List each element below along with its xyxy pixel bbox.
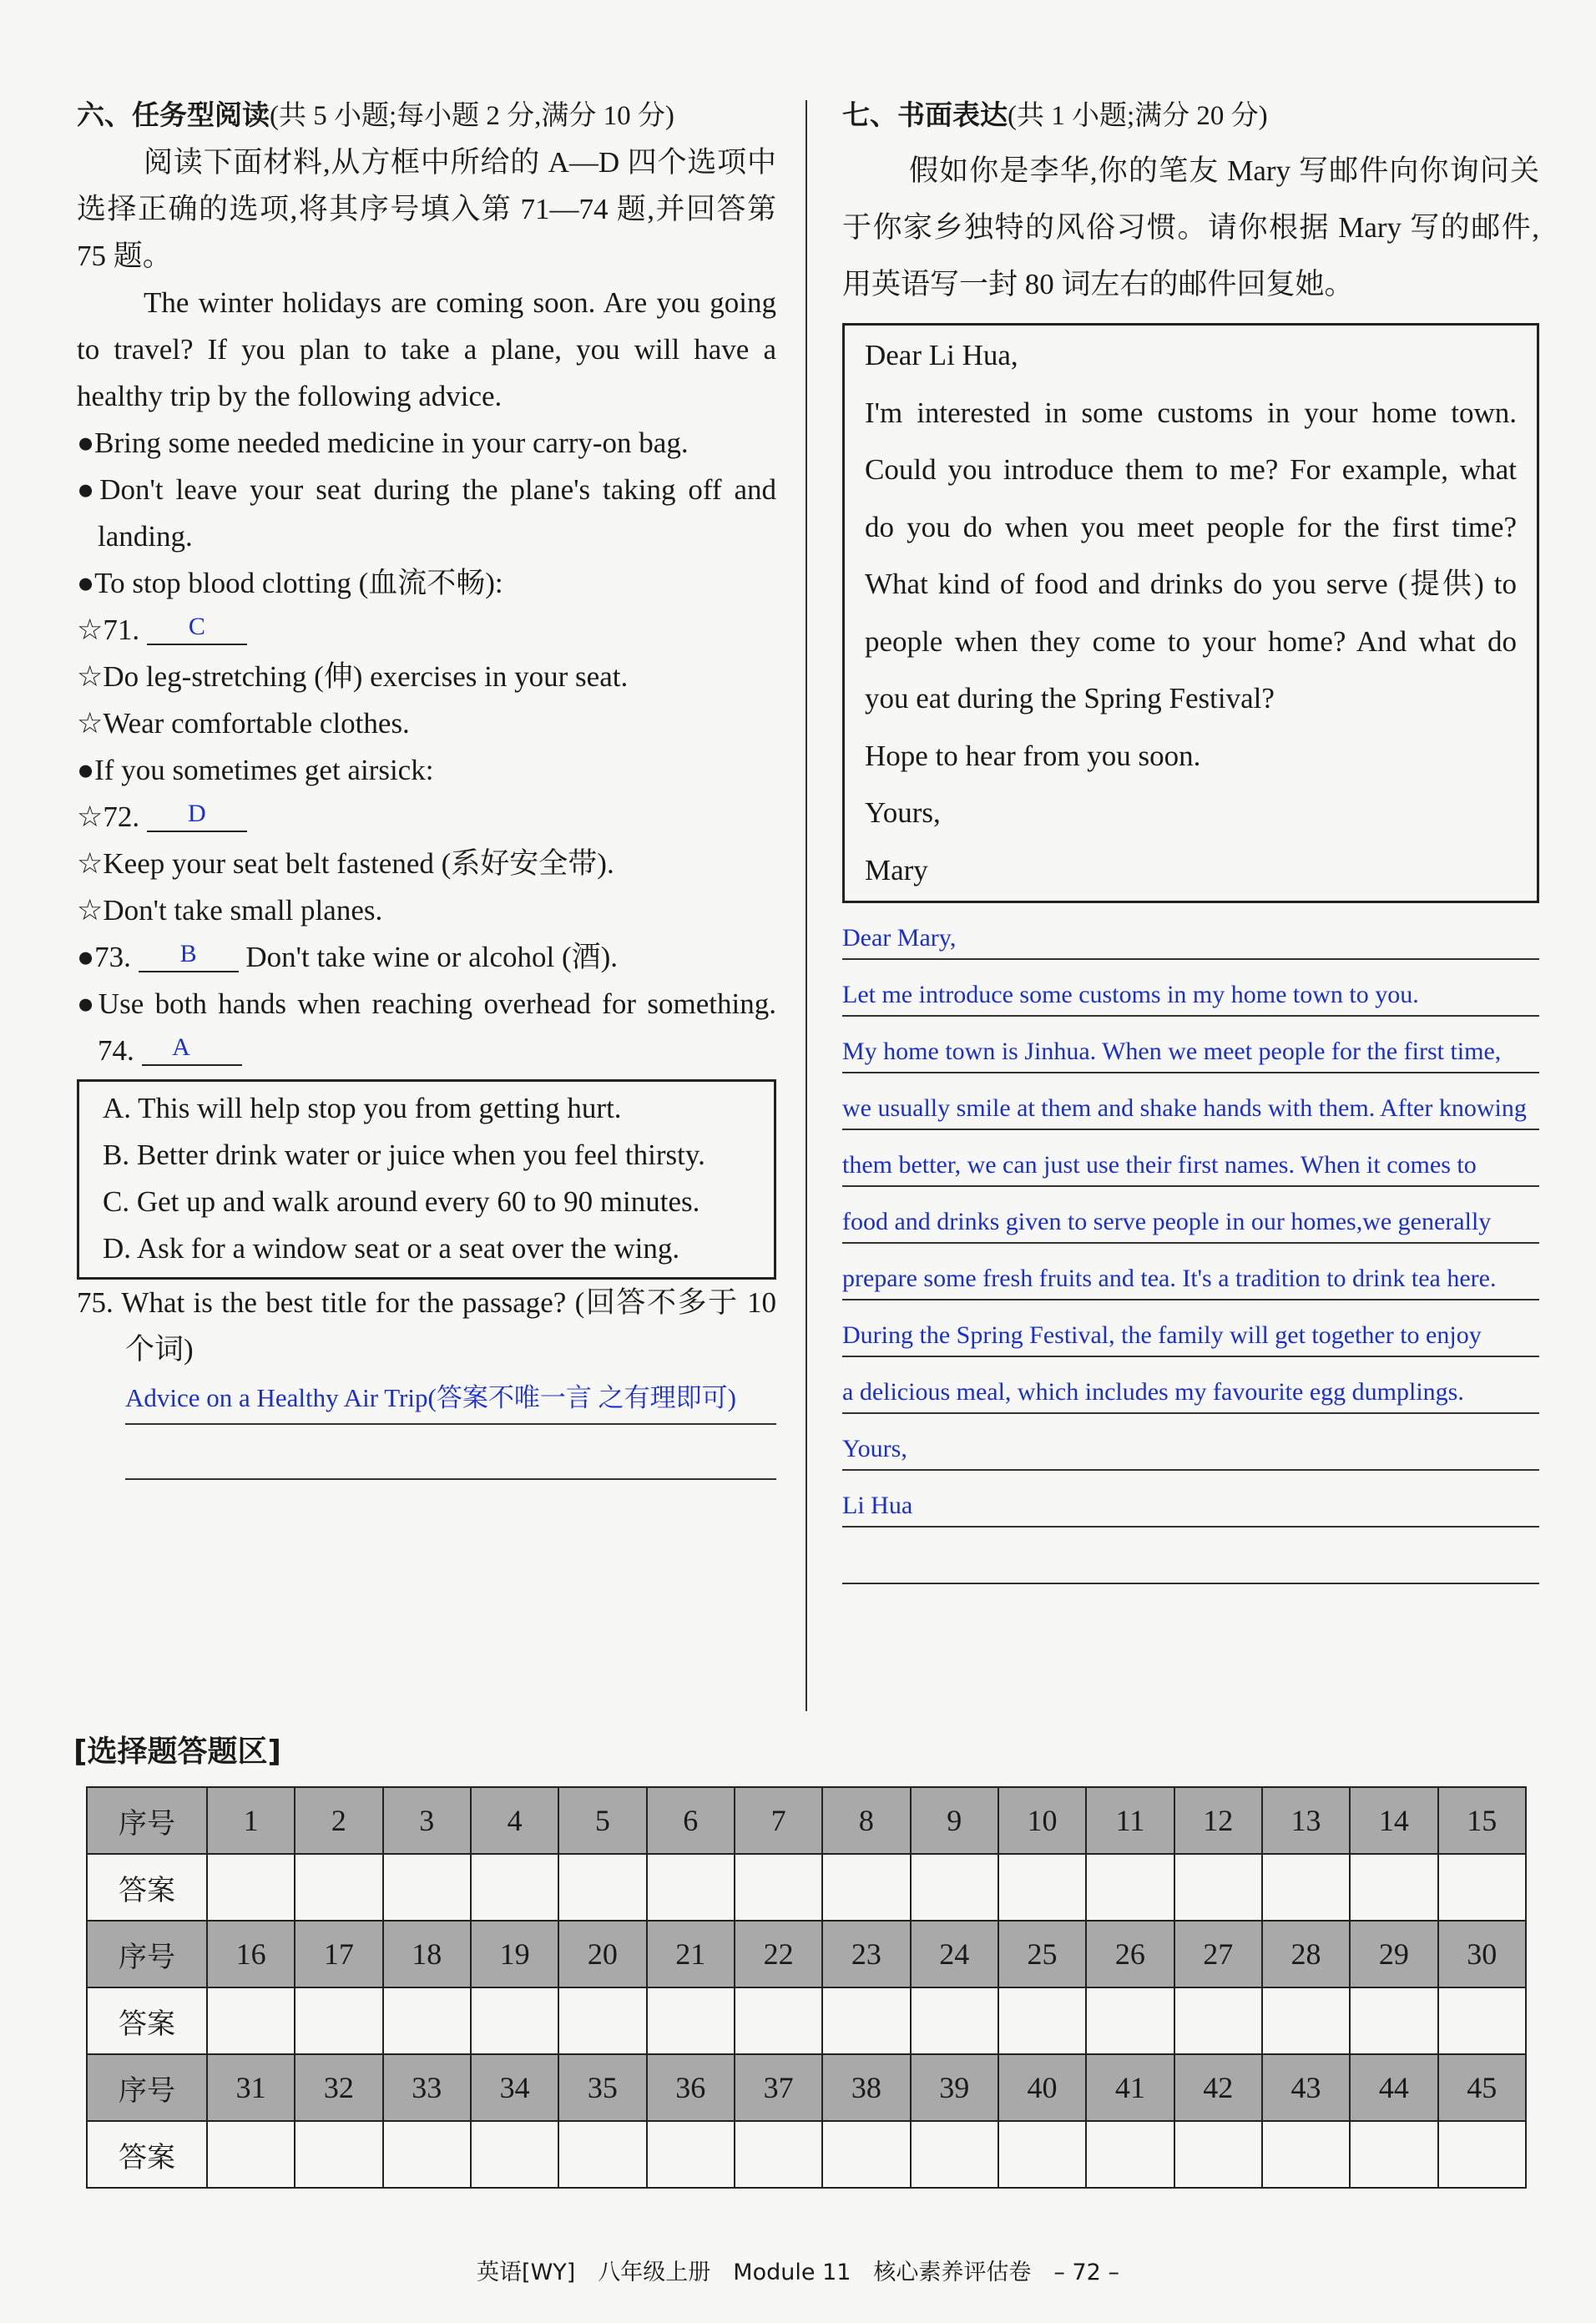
answer-cell[interactable] <box>1438 1987 1526 2054</box>
answer-cell[interactable] <box>647 1854 735 1921</box>
question-number: 27 <box>1174 1921 1262 1987</box>
answer-cell[interactable] <box>1086 2121 1174 2188</box>
answer-sheet <box>73 1728 1498 2174</box>
tip: Don't take wine or alcohol (酒). <box>245 941 619 973</box>
answer-line[interactable]: them better, we can just use their first names. When it comes to <box>842 1130 1539 1187</box>
answer-cell[interactable] <box>1350 2121 1437 2188</box>
answer-cell[interactable] <box>735 2121 822 2188</box>
question-number: 3 <box>383 1787 471 1854</box>
question-number: 16 <box>207 1921 295 1987</box>
answer-75[interactable]: Advice on a Healthy Air Trip(答案不唯一言 之有理即可) <box>125 1373 776 1425</box>
question-number: 26 <box>1086 1921 1174 1987</box>
answer-cell[interactable] <box>471 2121 558 2188</box>
q-label: ☆72. <box>77 800 140 833</box>
question-number: 25 <box>998 1921 1086 1987</box>
num-label: 序号 <box>87 1787 207 1854</box>
answer-cell[interactable] <box>1086 1987 1174 2054</box>
answer-cell[interactable] <box>558 1987 646 2054</box>
answer-line[interactable]: During the Spring Festival, the family will get together to enjoy <box>842 1300 1539 1357</box>
answer-cell[interactable] <box>1262 1854 1350 1921</box>
question-number: 30 <box>1438 1921 1526 1987</box>
question-number: 19 <box>471 1921 558 1987</box>
q-label: ●73. <box>77 941 131 973</box>
answer-cell[interactable] <box>295 1987 382 2054</box>
answer-cell[interactable] <box>1174 2121 1262 2188</box>
letter-closing: Hope to hear from you soon. <box>865 739 1201 772</box>
bullet: ●To stop blood clotting (血流不畅): <box>77 567 503 599</box>
answer-cell[interactable] <box>295 1854 382 1921</box>
question-number: 43 <box>1262 2054 1350 2121</box>
answer-cell[interactable] <box>383 1987 471 2054</box>
question-number: 20 <box>558 1921 646 1987</box>
option-a: A. This will help stop you from getting hurt. <box>103 1092 622 1124</box>
question-number: 6 <box>647 1787 735 1854</box>
answer-cell[interactable] <box>207 1987 295 2054</box>
question-number: 10 <box>998 1787 1086 1854</box>
task-reading-section <box>77 92 776 1480</box>
answer-cell[interactable] <box>383 1854 471 1921</box>
ans-label: 答案 <box>87 1854 207 1921</box>
question-number: 34 <box>471 2054 558 2121</box>
q-label: ☆71. <box>77 614 140 646</box>
answer-cell[interactable] <box>1174 1987 1262 2054</box>
answer-row <box>87 2121 1526 2188</box>
answer-cell[interactable] <box>647 2121 735 2188</box>
answer-cell[interactable] <box>383 2121 471 2188</box>
question-74 <box>77 981 776 1074</box>
answer-cell[interactable] <box>1438 1854 1526 1921</box>
answer-cell[interactable] <box>998 2121 1086 2188</box>
answer-row <box>87 1987 1526 2054</box>
question-73 <box>77 934 776 981</box>
bullet: ●Bring some needed medicine in your carry-on bag. <box>77 427 689 459</box>
question-number: 1 <box>207 1787 295 1854</box>
answer-71[interactable]: C <box>147 610 247 645</box>
question-number: 29 <box>1350 1921 1437 1987</box>
num-label: 序号 <box>87 1921 207 1987</box>
number-row <box>87 1787 1526 1854</box>
question-75: 75. What is the best title for the passage? (回答不多于 10 个词) <box>77 1286 776 1366</box>
answer-cell[interactable] <box>207 2121 295 2188</box>
answer-cell[interactable] <box>822 1987 910 2054</box>
answer-cell[interactable] <box>998 1987 1086 2054</box>
answer-cell[interactable] <box>471 1854 558 1921</box>
bullet: ●If you sometimes get airsick: <box>77 754 434 786</box>
question-72 <box>77 794 776 841</box>
answer-line[interactable]: Li Hua <box>842 1471 1539 1528</box>
answer-line[interactable]: Yours, <box>842 1414 1539 1471</box>
answer-cell[interactable] <box>1350 1854 1437 1921</box>
question-number: 17 <box>295 1921 382 1987</box>
answer-cell[interactable] <box>1262 2121 1350 2188</box>
answer-cell[interactable] <box>1262 1987 1350 2054</box>
answer-cell[interactable] <box>471 1987 558 2054</box>
letter-greeting: Dear Li Hua, <box>865 339 1018 371</box>
question-number: 32 <box>295 2054 382 2121</box>
question-number: 13 <box>1262 1787 1350 1854</box>
question-number: 22 <box>735 1921 822 1987</box>
question-number: 5 <box>558 1787 646 1854</box>
mary-letter-box <box>842 323 1539 903</box>
question-number: 35 <box>558 2054 646 2121</box>
letter-sender: Mary <box>865 853 928 886</box>
tip: ☆Keep your seat belt fastened (系好安全带). <box>77 847 614 880</box>
answer-sheet-title: [选择题答题区] <box>73 1735 281 1769</box>
answer-line[interactable] <box>842 1528 1539 1584</box>
answer-table <box>86 1786 1527 2189</box>
question-number: 41 <box>1086 2054 1174 2121</box>
answer-cell[interactable] <box>911 1987 998 2054</box>
answer-72[interactable]: D <box>147 797 247 832</box>
question-number: 40 <box>998 2054 1086 2121</box>
answer-cell[interactable] <box>1350 1987 1437 2054</box>
question-number: 36 <box>647 2054 735 2121</box>
answer-line[interactable]: a delicious meal, which includes my favourite egg dumplings. <box>842 1357 1539 1414</box>
answer-cell[interactable] <box>822 2121 910 2188</box>
question-number: 45 <box>1438 2054 1526 2121</box>
question-number: 7 <box>735 1787 822 1854</box>
answer-cell[interactable] <box>822 1854 910 1921</box>
answer-line[interactable]: Dear Mary, <box>842 903 1539 960</box>
question-number: 11 <box>1086 1787 1174 1854</box>
writing-section <box>842 92 1539 1584</box>
answer-line[interactable]: we usually smile at them and shake hands with them. After knowing <box>842 1073 1539 1130</box>
answer-cell[interactable] <box>1086 1854 1174 1921</box>
passage-intro: The winter holidays are coming soon. Are you going to travel? If you plan to take a plane, you will have a healthy trip by the following advice. <box>77 286 776 412</box>
answer-cell[interactable] <box>1174 1854 1262 1921</box>
tip: ☆Wear comfortable clothes. <box>77 707 410 740</box>
question-number: 8 <box>822 1787 910 1854</box>
question-number: 12 <box>1174 1787 1262 1854</box>
tip: ☆Do leg-stretching (伸) exercises in your seat. <box>77 660 629 693</box>
question-number: 33 <box>383 2054 471 2121</box>
section-title: 六、任务型阅读(共 5 小题;每小题 2 分,满分 10 分) <box>77 98 674 131</box>
answer-line[interactable]: My home town is Jinhua. When we meet people for the first time, <box>842 1017 1539 1073</box>
ans-label: 答案 <box>87 1987 207 2054</box>
answer-cell[interactable] <box>207 1854 295 1921</box>
question-number: 23 <box>822 1921 910 1987</box>
ans-label: 答案 <box>87 2121 207 2188</box>
answer-line[interactable]: Let me introduce some customs in my home town to you. <box>842 960 1539 1017</box>
answer-73[interactable]: B <box>139 937 239 972</box>
instructions: 阅读下面材料,从方框中所给的 A—D 四个选项中选择正确的选项,将其序号填入第 71—74 题,并回答第 75 题。 <box>77 146 776 272</box>
answer-cell[interactable] <box>911 2121 998 2188</box>
question-number: 18 <box>383 1921 471 1987</box>
question-number: 44 <box>1350 2054 1437 2121</box>
question-number: 4 <box>471 1787 558 1854</box>
answer-cell[interactable] <box>998 1854 1086 1921</box>
options-box <box>77 1079 776 1280</box>
question-number: 14 <box>1350 1787 1437 1854</box>
answer-line[interactable]: food and drinks given to serve people in our homes,we generally <box>842 1187 1539 1244</box>
answer-cell[interactable] <box>735 1854 822 1921</box>
answer-row <box>87 1854 1526 1921</box>
question-number: 38 <box>822 2054 910 2121</box>
option-c: C. Get up and walk around every 60 to 90 minutes. <box>103 1185 700 1218</box>
question-number: 2 <box>295 1787 382 1854</box>
answer-lines[interactable] <box>842 903 1539 1584</box>
answer-cell[interactable] <box>558 1854 646 1921</box>
section-title: 七、书面表达(共 1 小题;满分 20 分) <box>842 98 1268 131</box>
answer-cell[interactable] <box>1438 2121 1526 2188</box>
bullet: ●Don't leave your seat during the plane's taking off and landing. <box>77 473 776 553</box>
answer-cell[interactable] <box>911 1854 998 1921</box>
question-number: 31 <box>207 2054 295 2121</box>
option-b: B. Better drink water or juice when you feel thirsty. <box>103 1139 705 1171</box>
answer-line-blank[interactable] <box>125 1425 776 1480</box>
question-71 <box>77 607 776 654</box>
answer-cell[interactable] <box>735 1987 822 2054</box>
answer-74[interactable]: A <box>142 1031 242 1066</box>
question-number: 37 <box>735 2054 822 2121</box>
option-d: D. Ask for a window seat or a seat over the wing. <box>103 1232 680 1265</box>
question-number: 15 <box>1438 1787 1526 1854</box>
q-label: ●Use both hands when reaching overhead for something. 74. <box>77 987 776 1067</box>
answer-cell[interactable] <box>558 2121 646 2188</box>
number-row <box>87 1921 1526 1987</box>
num-label: 序号 <box>87 2054 207 2121</box>
letter-sign: Yours, <box>865 796 941 829</box>
question-number: 42 <box>1174 2054 1262 2121</box>
tip: ☆Don't take small planes. <box>77 894 383 927</box>
question-number: 39 <box>911 2054 998 2121</box>
column-divider <box>806 100 807 1711</box>
number-row <box>87 2054 1526 2121</box>
writing-prompt: 假如你是李华,你的笔友 Mary 写邮件向你询问关于你家乡独特的风俗习惯。请你根据 Mary 写的邮件,用英语写一封 80 词左右的邮件回复她。 <box>842 154 1539 300</box>
answer-line[interactable]: prepare some fresh fruits and tea. It's a tradition to drink tea here. <box>842 1244 1539 1300</box>
letter-body: I'm interested in some customs in your home town. Could you introduce them to me? For example, what do you do when you meet people for the first time? What kind of food and drinks do you serve (提供) to people when they come to your home? And what do you eat during the Spring Festival? <box>865 396 1517 715</box>
question-number: 21 <box>647 1921 735 1987</box>
question-number: 24 <box>911 1921 998 1987</box>
question-number: 9 <box>911 1787 998 1854</box>
page-footer: 英语[WY] 八年级上册 Module 11 核心素养评估卷 – 72 – <box>477 2260 1119 2285</box>
answer-cell[interactable] <box>647 1987 735 2054</box>
question-number: 28 <box>1262 1921 1350 1987</box>
answer-cell[interactable] <box>295 2121 382 2188</box>
